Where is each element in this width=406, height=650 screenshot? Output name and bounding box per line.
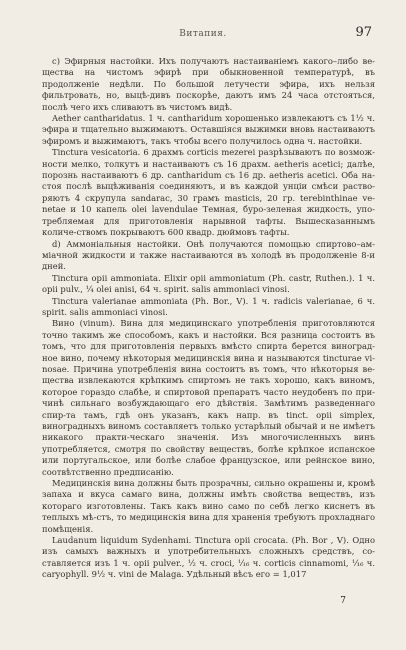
page-header	[0, 20, 406, 60]
paragraph-ammoniacal-tinctures: d) Аммоніальныя настойки. Онѣ получаются помощью спиртово–ам-міачной жидкости и также настаиваются въ холодѣ въ продолженіе 8-и дней.	[42, 238, 375, 272]
page-number: 97	[355, 25, 372, 40]
paragraph-wine: Вино (vinum). Вина для медицинскаго употребленія приготовляются точно такимъ же способомъ, какъ и настойки. Вся разница состоитъ въ томъ, что для приготовленія первыхъ вмѣсто спирта берется виноград-ное вино, почему нѣкоторыя медицинскія вина и называются tincturae vi-nosae. Причина употребленія вина состоитъ въ томъ, что нѣкоторыя ве-щества извлекаются крѣпкимъ спиртомъ не такъ хорошо, какъ виномъ, которое гораздо слабѣе, и спиртовой препаратъ часто неудобенъ по при-чинѣ сильнаго возбуждающаго его дѣйствія. Замѣтимъ разведеннаго спир-та тамъ, гдѣ онъ указанъ, какъ напр. въ tinct. opii simplex, виноградныхъ виномъ составляетъ только устарѣлый обычай и не имѣетъ никакого практи-ческаго значенія. Изъ многочисленныхъ винъ употребляется, смотря по свойству веществъ, болѣе крѣпкое испанское или португальское, или болѣе слабое французское, или рейнское вино, соотвѣтственно предписанію.	[42, 318, 375, 477]
paragraph-medicinal-wines: Медицинскія вина должны быть прозрачны, сильно окрашены и, кромѣ запаха и вкуса самаго вина, должны имѣть свойства веществъ, изъ котораго изготовлены. Такъ какъ вино само по себѣ легко киснетъ въ теплыхъ мѣ-стъ, то медицинскія вина для храненія требуютъ прохладнаго помѣщенія.	[42, 478, 375, 534]
recipe-aether-cantharidatus: Aether cantharidatus. 1 ч. cantharidum хорошенько извлекаютъ съ 1⅟₂ ч. эфира и тщательно выжимаютъ. Оставшіяся выжимки вновь настаиваютъ эфиромъ и выжимаютъ, такъ чтобы всего получилось одна ч. настойки.	[42, 113, 375, 146]
recipe-tinctura-opii-ammoniata: Tinctura opii ammoniata. Elixir opii ammoniatum (Ph. castr, Ruthen.). 1 ч. opii pulv., ⅟₄ olei anisi, 64 ч. spirit. salis ammoniaci vinosi.	[42, 272, 375, 295]
running-head: Витапия.	[179, 29, 227, 39]
recipe-tinctura-valerianae-ammoniata: Tinctura valerianae ammoniata (Ph. Bor., V). 1 ч. radicis valerianae, 6 ч. spirit. salis ammoniaci vinosi.	[42, 295, 375, 317]
signature-mark: 7	[340, 596, 346, 606]
recipe-tinctura-vesicatoria: Tinctura vesicatoria. 6 драхмъ corticis mezerei разрѣзываютъ по возмож-ности мелко, толкутъ и настаиваютъ съ 16 драхм. aetheris acetici; далѣе, порознь настаиваютъ 6 др. cantharidum съ 16 др. aetheris acetici. Оба на-стоя послѣ выцѣживанія соединяютъ, и въ каждой унціи смѣси раство-ряютъ 4 скрупула sandarac, 30 грамъ masticis, 20 гр. terebinthinae ve-netae и 10 капель olei lavendulae Темная, буро-зеленая жидкость, упо-требляемая для приготовленія нарывной тафты. Вышесказаннымъ количе-ствомъ покрываютъ 600 квадр. дюймовъ тафты.	[42, 147, 375, 238]
paragraph-ethereal-tinctures: c) Эфирныя настойки. Ихъ получаютъ настаиваніемъ какого–либо ве-щества на чистомъ эфирѣ при обыкновенной температурѣ, въ продолженіе недѣли. По большой летучести эфира, ихъ нельзя фильтровать, но, выцѣ-дивъ поскорѣе, даютъ имъ 24 часа отстояться, послѣ чего ихъ сливаютъ въ чистомъ видѣ.	[42, 56, 375, 112]
page-body	[42, 56, 375, 581]
recipe-laudanum-sydenhami: Laudanum liquidum Sydenhami. Tinctura opii crocata. (Ph. Bor , V). Одно изъ самыхъ важныхъ и употребительныхъ сложныхъ средствъ, со-ставляется изъ 1 ч. opii pulver., ⅟₂ ч. croci, ⅟₁₆ ч. corticis cinnamomi, ⅟₁₆ ч. caryophyll. 9⅟₂ ч. vini de Malaga. Удѣльный вѣсъ его = 1,017	[42, 535, 375, 580]
